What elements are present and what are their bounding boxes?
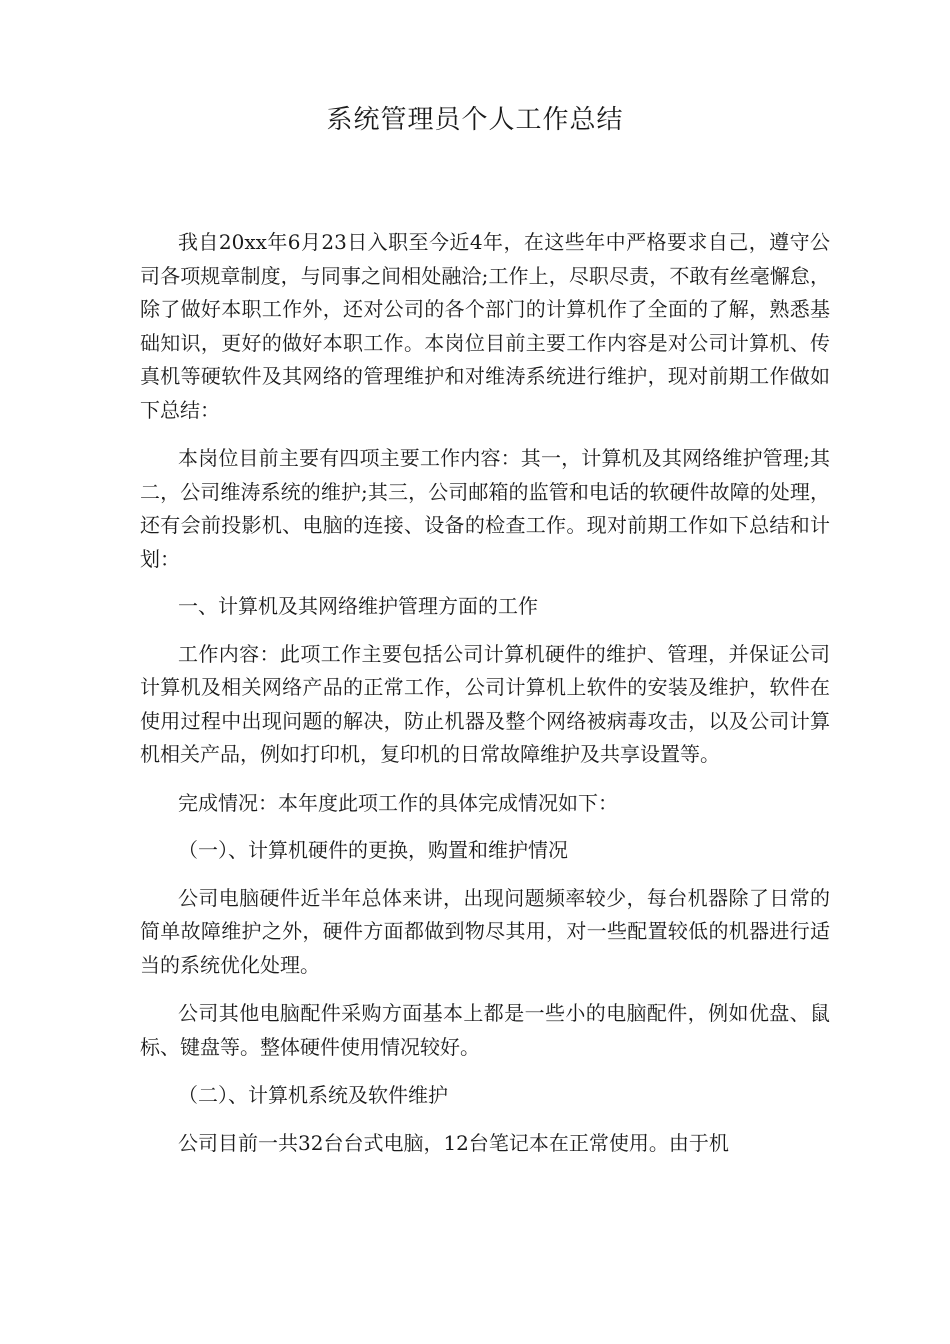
subsection-heading-1: （一）、计算机硬件的更换，购置和维护情况 <box>178 838 568 862</box>
paragraph-systems: 公司目前一共32台台式电脑，12台笔记本在正常使用。由于机 <box>178 1130 729 1155</box>
document-body <box>140 226 830 1160</box>
paragraph-work-content: 工作内容：此项工作主要包括公司计算机硬件的维护、管理，并保证公司计算机及相关网络产品的正常工作，公司计算机上软件的安装及维护，软件在使用过程中出现问题的解决，防止机器及整个网络被病毒攻击，以及公司计算机相关产品，例如打印机，复印机的日常故障维护及共享设置等。 <box>140 641 830 766</box>
document-title: 系统管理员个人工作总结 <box>326 105 624 135</box>
subsection-heading-2: （二）、计算机系统及软件维护 <box>178 1083 448 1107</box>
section-heading-1: 一、计算机及其网络维护管理方面的工作 <box>178 594 538 618</box>
paragraph-accessories: 公司其他电脑配件采购方面基本上都是一些小的电脑配件，例如优盘、鼠标、键盘等。整体硬件使用情况较好。 <box>140 1001 830 1059</box>
paragraph-hardware: 公司电脑硬件近半年总体来讲，出现问题频率较少，每台机器除了日常的简单故障维护之外，硬件方面都做到物尽其用，对一些配置较低的机器进行适当的系统优化处理。 <box>140 885 830 977</box>
paragraph-duties: 本岗位目前主要有四项主要工作内容：其一，计算机及其网络维护管理;其二，公司维涛系统的维护;其三，公司邮箱的监管和电话的软硬件故障的处理，还有会前投影机、电脑的连接、设备的检查工作。现对前期工作如下总结和计划： <box>140 446 830 571</box>
paragraph-completion: 完成情况：本年度此项工作的具体完成情况如下： <box>178 790 618 815</box>
paragraph-intro: 我自20xx年6月23日入职至今近4年，在这些年中严格要求自己，遵守公司各项规章制度，与同事之间相处融洽;工作上，尽职尽责，不敢有丝毫懈怠，除了做好本职工作外，还对公司的各个部门的计算机作了全面的了解，熟悉基础知识，更好的做好本职工作。本岗位目前主要工作内容是对公司计算机、传真机等硬软件及其网络的管理维护和对维涛系统进行维护，现对前期工作做如下总结： <box>140 230 830 422</box>
